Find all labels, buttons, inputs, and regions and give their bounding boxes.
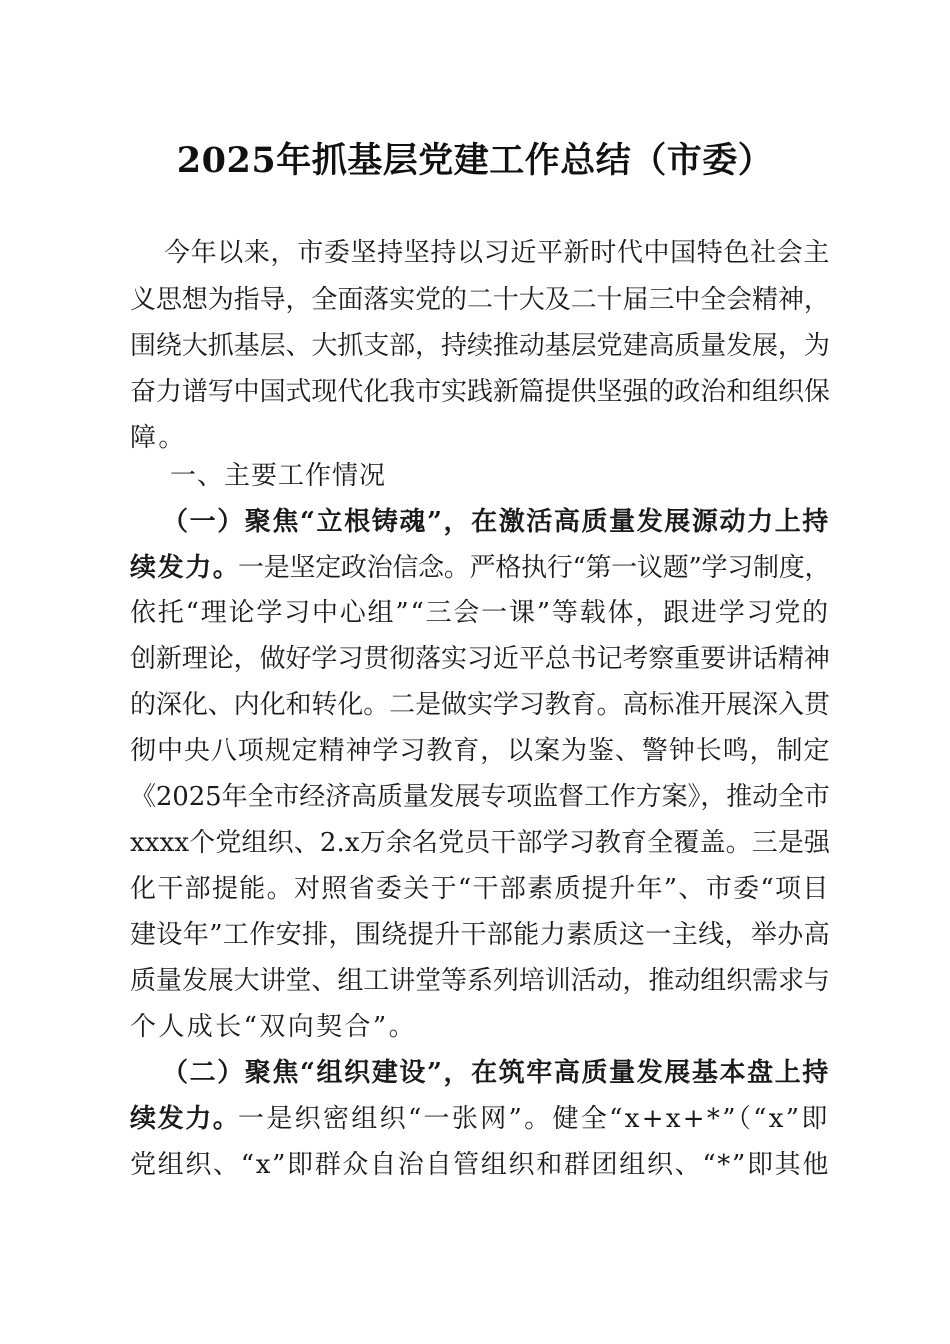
text-line: 一是坚定政治信念。严格执行“第一议题”学习制度，: [238, 553, 831, 583]
text-line: 今年以来，市委坚持坚持以习近平新时代中国特色社会主: [164, 238, 831, 268]
intro-paragraph-line: [0, 230, 950, 276]
text-line: 奋力谱写中国式现代化我市实践新篇提供坚强的政治和组织保: [130, 377, 830, 407]
intro-paragraph-line: [0, 369, 950, 415]
paragraph-line: [0, 1142, 950, 1188]
text-line: 的深化、内化和转化。二是做实学习教育。高标准开展深入贯: [130, 690, 830, 720]
document-title: 2025年抓基层党建工作总结（市委）: [176, 140, 774, 181]
paragraph-line: [0, 728, 950, 774]
paragraph-line: [0, 866, 950, 912]
subsection-heading: （二）聚焦“组织建设”，在筑牢高质量发展基本盘上持: [162, 1058, 830, 1088]
text-line: 义思想为指导，全面落实党的二十大及二十届三中全会精神，: [130, 285, 830, 315]
subsection-line: [0, 545, 950, 591]
text-line: 依托“理论学习中心组”“三会一课”等载体，跟进学习党的: [130, 598, 830, 628]
section-heading-line: [0, 453, 950, 499]
subsection-line: [0, 1096, 950, 1142]
text-line: xxxx个党组织、2.x万余名党员干部学习教育全覆盖。三是强: [130, 828, 831, 858]
text-line: 个人成长“双向契合”。: [130, 1012, 417, 1042]
section-heading: 一、主要工作情况: [170, 461, 387, 491]
subsection-heading-line: [0, 499, 950, 545]
text-line: 创新理论，做好学习贯彻落实习近平总书记考察重要讲话精神: [130, 644, 830, 674]
paragraph-line: [0, 820, 950, 866]
paragraph-line: [0, 682, 950, 728]
text-line: 建设年”工作安排，围绕提升干部能力素质这一主线，举办高: [130, 920, 831, 950]
paragraph-line: [0, 958, 950, 1004]
paragraph-line: [0, 590, 950, 636]
subsection-heading-line: [0, 1050, 950, 1096]
paragraph-line: [0, 1004, 950, 1050]
text-line: 化干部提能。对照省委关于“干部素质提升年”、市委“项目: [130, 874, 830, 904]
paragraph-line: [0, 636, 950, 682]
text-line: 党组织、“x”即群众自治自管组织和群团组织、“*”即其他: [130, 1150, 831, 1180]
text-line: 质量发展大讲堂、组工讲堂等系列培训活动，推动组织需求与: [130, 966, 830, 996]
text-line: 《2025年全市经济高质量发展专项监督工作方案》，推动全市: [130, 782, 830, 812]
text-line: 彻中央八项规定精神学习教育，以案为鉴、警钟长鸣，制定: [130, 736, 831, 766]
intro-paragraph-line: [0, 277, 950, 323]
subsection-heading: （一）聚焦“立根铸魂”，在激活高质量发展源动力上持: [162, 507, 830, 537]
paragraph-line: [0, 774, 950, 820]
text-line: 一是织密组织“一张网”。健全“x+x+*”（“x”即: [238, 1104, 830, 1134]
text-line: 围绕大抓基层、大抓支部，持续推动基层党建高质量发展，为: [130, 331, 830, 361]
paragraph-line: [0, 912, 950, 958]
subsection-heading-tail: 续发力。: [130, 553, 241, 583]
intro-paragraph-line: [0, 323, 950, 369]
subsection-heading-tail: 续发力。: [130, 1104, 241, 1134]
text-line: 障。: [130, 423, 187, 453]
